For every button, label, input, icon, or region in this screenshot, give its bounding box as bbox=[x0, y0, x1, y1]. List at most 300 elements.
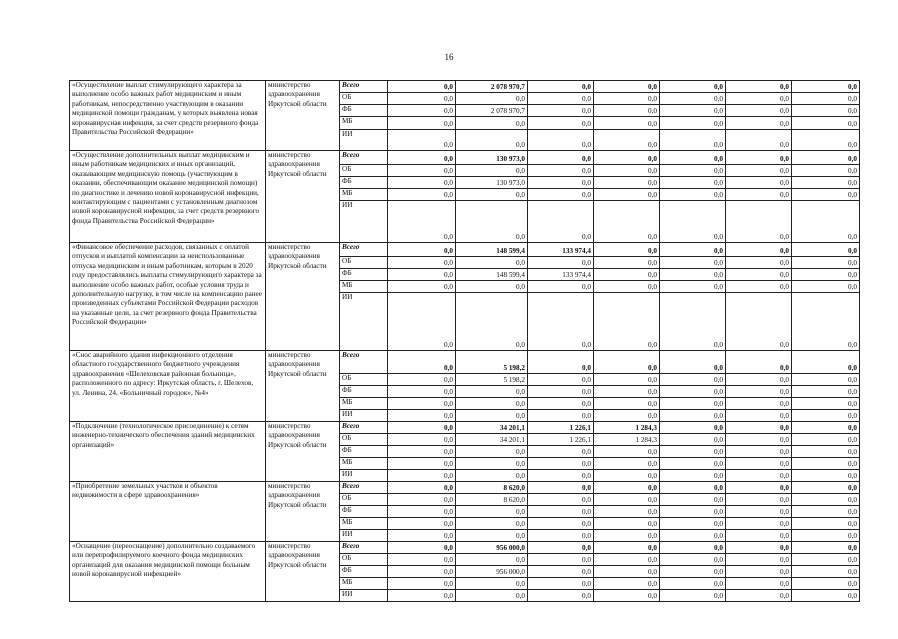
amount-cell: 8 620,0 bbox=[456, 482, 528, 494]
amount-cell: 0,0 bbox=[528, 257, 594, 269]
amount-cell: 0,0 bbox=[726, 458, 792, 470]
amount-cell: 0,0 bbox=[528, 566, 594, 578]
amount-cell: 0,0 bbox=[660, 151, 726, 165]
funding-source: Всего bbox=[340, 243, 388, 257]
amount-cell: 0,0 bbox=[388, 177, 456, 189]
amount-cell: 0,0 bbox=[388, 386, 456, 398]
amount-cell: 0,0 bbox=[456, 506, 528, 518]
amount-cell: 0,0 bbox=[792, 293, 860, 351]
amount-cell: 0,0 bbox=[594, 458, 660, 470]
amount-cell: 0,0 bbox=[726, 130, 792, 151]
funding-source: ИИ bbox=[340, 530, 388, 542]
funding-source: ИИ bbox=[340, 590, 388, 602]
amount-cell: 0,0 bbox=[726, 201, 792, 243]
amount-cell: 0,0 bbox=[388, 105, 456, 117]
amount-cell: 0,0 bbox=[792, 458, 860, 470]
amount-cell: 0,0 bbox=[792, 281, 860, 293]
amount-cell: 0,0 bbox=[594, 351, 660, 374]
amount-cell: 0,0 bbox=[388, 130, 456, 151]
amount-cell: 0,0 bbox=[456, 117, 528, 130]
funding-source: МБ bbox=[340, 189, 388, 201]
amount-cell: 0,0 bbox=[388, 269, 456, 281]
amount-cell: 0,0 bbox=[792, 130, 860, 151]
amount-cell: 0,0 bbox=[456, 398, 528, 410]
amount-cell: 0,0 bbox=[456, 518, 528, 530]
funding-source: ИИ bbox=[340, 201, 388, 243]
amount-cell: 0,0 bbox=[726, 542, 792, 554]
amount-cell: 0,0 bbox=[792, 398, 860, 410]
amount-cell: 148 599,4 bbox=[456, 269, 528, 281]
amount-cell: 0,0 bbox=[594, 105, 660, 117]
amount-cell: 0,0 bbox=[456, 458, 528, 470]
amount-cell: 0,0 bbox=[726, 177, 792, 189]
amount-cell: 0,0 bbox=[660, 422, 726, 434]
amount-cell: 0,0 bbox=[726, 386, 792, 398]
table-row bbox=[70, 151, 860, 165]
amount-cell: 0,0 bbox=[388, 542, 456, 554]
amount-cell: 0,0 bbox=[456, 257, 528, 269]
amount-cell: 0,0 bbox=[528, 518, 594, 530]
responsible-executor: министерство здравоохранения Иркутской области bbox=[266, 151, 340, 243]
table-row bbox=[70, 422, 860, 434]
amount-cell: 0,0 bbox=[456, 165, 528, 177]
amount-cell: 0,0 bbox=[726, 257, 792, 269]
amount-cell: 0,0 bbox=[792, 494, 860, 506]
funding-source: Всего bbox=[340, 351, 388, 374]
funding-source: ФБ bbox=[340, 269, 388, 281]
budget-table bbox=[69, 80, 860, 602]
responsible-executor: министерство здравоохранения Иркутской области bbox=[266, 542, 340, 602]
amount-cell: 0,0 bbox=[660, 293, 726, 351]
table-row bbox=[70, 542, 860, 554]
amount-cell: 0,0 bbox=[660, 257, 726, 269]
amount-cell: 0,0 bbox=[726, 410, 792, 422]
amount-cell: 0,0 bbox=[660, 105, 726, 117]
funding-source: Всего bbox=[340, 151, 388, 165]
amount-cell: 956 000,0 bbox=[456, 542, 528, 554]
amount-cell: 0,0 bbox=[594, 398, 660, 410]
amount-cell: 0,0 bbox=[528, 351, 594, 374]
amount-cell: 0,0 bbox=[792, 189, 860, 201]
amount-cell: 2 078 970,7 bbox=[456, 81, 528, 93]
amount-cell: 0,0 bbox=[792, 257, 860, 269]
event-description: «Снос аварийного здания инфекционного отделения областного государственного бюджетного учреждения здравоохранения «Шелеховская районная больница», расположенного по адресу: Иркутская область, г. Шелехов, ул. Ленина, 24, «Больничный городок», №4» bbox=[70, 351, 266, 422]
amount-cell: 0,0 bbox=[792, 422, 860, 434]
amount-cell: 0,0 bbox=[388, 566, 456, 578]
amount-cell: 0,0 bbox=[528, 151, 594, 165]
amount-cell: 0,0 bbox=[660, 93, 726, 105]
amount-cell: 1 226,1 bbox=[528, 422, 594, 434]
amount-cell: 0,0 bbox=[594, 117, 660, 130]
amount-cell: 0,0 bbox=[660, 269, 726, 281]
funding-source: ФБ bbox=[340, 105, 388, 117]
amount-cell: 0,0 bbox=[388, 257, 456, 269]
amount-cell: 0,0 bbox=[792, 554, 860, 566]
amount-cell: 0,0 bbox=[528, 374, 594, 386]
amount-cell: 0,0 bbox=[726, 105, 792, 117]
table-row bbox=[70, 243, 860, 257]
amount-cell: 133 974,4 bbox=[528, 269, 594, 281]
amount-cell: 0,0 bbox=[726, 518, 792, 530]
amount-cell: 0,0 bbox=[528, 93, 594, 105]
amount-cell: 130 973,0 bbox=[456, 151, 528, 165]
amount-cell: 0,0 bbox=[726, 269, 792, 281]
funding-source: ИИ bbox=[340, 293, 388, 351]
funding-source: МБ bbox=[340, 117, 388, 130]
amount-cell: 0,0 bbox=[528, 590, 594, 602]
amount-cell: 0,0 bbox=[792, 165, 860, 177]
amount-cell: 0,0 bbox=[528, 293, 594, 351]
amount-cell: 0,0 bbox=[594, 281, 660, 293]
amount-cell: 0,0 bbox=[792, 105, 860, 117]
amount-cell: 0,0 bbox=[660, 81, 726, 93]
amount-cell: 0,0 bbox=[388, 434, 456, 446]
funding-source: ФБ bbox=[340, 386, 388, 398]
amount-cell: 0,0 bbox=[594, 243, 660, 257]
amount-cell: 0,0 bbox=[388, 293, 456, 351]
amount-cell: 0,0 bbox=[388, 189, 456, 201]
amount-cell: 0,0 bbox=[388, 470, 456, 482]
amount-cell: 0,0 bbox=[594, 93, 660, 105]
amount-cell: 0,0 bbox=[528, 177, 594, 189]
amount-cell: 0,0 bbox=[726, 554, 792, 566]
amount-cell: 0,0 bbox=[792, 410, 860, 422]
amount-cell: 0,0 bbox=[660, 566, 726, 578]
funding-source: МБ bbox=[340, 578, 388, 590]
amount-cell: 0,0 bbox=[660, 117, 726, 130]
amount-cell: 0,0 bbox=[792, 590, 860, 602]
amount-cell: 0,0 bbox=[456, 446, 528, 458]
funding-source: ФБ bbox=[340, 506, 388, 518]
amount-cell: 0,0 bbox=[660, 590, 726, 602]
funding-source: ИИ bbox=[340, 410, 388, 422]
amount-cell: 0,0 bbox=[528, 165, 594, 177]
amount-cell: 0,0 bbox=[660, 386, 726, 398]
amount-cell: 0,0 bbox=[660, 482, 726, 494]
funding-source: МБ bbox=[340, 398, 388, 410]
funding-source: ФБ bbox=[340, 446, 388, 458]
amount-cell: 0,0 bbox=[528, 482, 594, 494]
funding-source: ОБ bbox=[340, 434, 388, 446]
amount-cell: 0,0 bbox=[456, 578, 528, 590]
amount-cell: 0,0 bbox=[594, 590, 660, 602]
amount-cell: 0,0 bbox=[660, 374, 726, 386]
amount-cell: 0,0 bbox=[388, 117, 456, 130]
amount-cell: 0,0 bbox=[726, 506, 792, 518]
amount-cell: 0,0 bbox=[388, 554, 456, 566]
amount-cell: 0,0 bbox=[660, 578, 726, 590]
amount-cell: 1 284,3 bbox=[594, 422, 660, 434]
amount-cell: 148 599,4 bbox=[456, 243, 528, 257]
amount-cell: 0,0 bbox=[660, 410, 726, 422]
amount-cell: 0,0 bbox=[456, 530, 528, 542]
amount-cell: 0,0 bbox=[456, 201, 528, 243]
amount-cell: 0,0 bbox=[660, 243, 726, 257]
amount-cell: 0,0 bbox=[660, 177, 726, 189]
amount-cell: 0,0 bbox=[792, 351, 860, 374]
amount-cell: 0,0 bbox=[388, 482, 456, 494]
funding-source: ФБ bbox=[340, 177, 388, 189]
amount-cell: 0,0 bbox=[726, 374, 792, 386]
amount-cell: 0,0 bbox=[792, 578, 860, 590]
amount-cell: 0,0 bbox=[456, 470, 528, 482]
amount-cell: 0,0 bbox=[388, 422, 456, 434]
amount-cell: 0,0 bbox=[594, 566, 660, 578]
amount-cell: 0,0 bbox=[594, 165, 660, 177]
amount-cell: 0,0 bbox=[528, 554, 594, 566]
amount-cell: 0,0 bbox=[388, 243, 456, 257]
amount-cell: 0,0 bbox=[388, 281, 456, 293]
amount-cell: 34 201,1 bbox=[456, 434, 528, 446]
amount-cell: 130 973,0 bbox=[456, 177, 528, 189]
event-description: «Финансовое обеспечение расходов, связанных с оплатой отпусков и выплатой компенсации за неиспользованные отпуска медицинским и иным работникам, которым в 2020 году предоставлялись выплаты стимулирующего характера за выполнение особо важных работ, особые условия труда и дополнительную нагрузку, в том числе на компенсацию ранее произведенных субъектами Российской Федерации расходов на указанные цели, за счет резервного фонда Правительства Российской Федерации» bbox=[70, 243, 266, 351]
amount-cell: 0,0 bbox=[528, 386, 594, 398]
event-description: «Осуществление дополнительных выплат медицинским и иным работникам медицинских и иных организаций, оказывающим медицинскую помощь (участвующим в оказании, обеспечивающим оказание медицинской помощи) по диагностике и лечению новой коронавирусной инфекции, контактирующим с пациентами с установленным диагнозом новой коронавирусной инфекции, за счет средств резервного фонда Правительства Российской Федерации» bbox=[70, 151, 266, 243]
amount-cell: 0,0 bbox=[528, 281, 594, 293]
amount-cell: 0,0 bbox=[388, 374, 456, 386]
event-description: «Подключение (технологическое присоединение) к сетям инженерно-технического обеспечения зданий медицинских организаций» bbox=[70, 422, 266, 482]
amount-cell: 0,0 bbox=[660, 554, 726, 566]
amount-cell: 0,0 bbox=[528, 398, 594, 410]
funding-source: Всего bbox=[340, 81, 388, 93]
amount-cell: 0,0 bbox=[388, 93, 456, 105]
amount-cell: 956 000,0 bbox=[456, 566, 528, 578]
amount-cell: 0,0 bbox=[388, 165, 456, 177]
amount-cell: 0,0 bbox=[594, 446, 660, 458]
funding-source: ОБ bbox=[340, 93, 388, 105]
amount-cell: 1 284,3 bbox=[594, 434, 660, 446]
amount-cell: 0,0 bbox=[726, 422, 792, 434]
amount-cell: 8 620,0 bbox=[456, 494, 528, 506]
amount-cell: 0,0 bbox=[792, 93, 860, 105]
amount-cell: 0,0 bbox=[456, 554, 528, 566]
amount-cell: 0,0 bbox=[594, 482, 660, 494]
amount-cell: 0,0 bbox=[792, 518, 860, 530]
amount-cell: 0,0 bbox=[528, 117, 594, 130]
event-description: «Приобретение земельных участков и объектов недвижимости в сфере здравоохранения» bbox=[70, 482, 266, 542]
amount-cell: 0,0 bbox=[388, 506, 456, 518]
funding-source: Всего bbox=[340, 542, 388, 554]
amount-cell: 0,0 bbox=[660, 398, 726, 410]
amount-cell: 0,0 bbox=[660, 506, 726, 518]
amount-cell: 0,0 bbox=[660, 201, 726, 243]
amount-cell: 0,0 bbox=[528, 506, 594, 518]
amount-cell: 0,0 bbox=[726, 293, 792, 351]
amount-cell: 0,0 bbox=[594, 494, 660, 506]
amount-cell: 0,0 bbox=[594, 578, 660, 590]
amount-cell: 0,0 bbox=[528, 458, 594, 470]
amount-cell: 0,0 bbox=[726, 482, 792, 494]
amount-cell: 0,0 bbox=[660, 434, 726, 446]
amount-cell: 0,0 bbox=[456, 386, 528, 398]
funding-source: МБ bbox=[340, 281, 388, 293]
funding-source: ИИ bbox=[340, 470, 388, 482]
amount-cell: 0,0 bbox=[594, 177, 660, 189]
amount-cell: 0,0 bbox=[660, 130, 726, 151]
amount-cell: 0,0 bbox=[792, 542, 860, 554]
amount-cell: 0,0 bbox=[792, 117, 860, 130]
amount-cell: 0,0 bbox=[660, 165, 726, 177]
event-description: «Оснащение (переоснащение) дополнительно создаваемого или перепрофилируемого коечного фонда медицинских организаций для оказания медицинской помощи больным новой коронавирусной инфекцией» bbox=[70, 542, 266, 602]
amount-cell: 0,0 bbox=[456, 281, 528, 293]
amount-cell: 0,0 bbox=[388, 81, 456, 93]
amount-cell: 0,0 bbox=[792, 269, 860, 281]
amount-cell: 0,0 bbox=[528, 105, 594, 117]
funding-source: ФБ bbox=[340, 566, 388, 578]
responsible-executor: министерство здравоохранения Иркутской области bbox=[266, 482, 340, 542]
amount-cell: 0,0 bbox=[388, 578, 456, 590]
amount-cell: 0,0 bbox=[792, 201, 860, 243]
amount-cell: 0,0 bbox=[594, 81, 660, 93]
funding-source: ОБ bbox=[340, 494, 388, 506]
amount-cell: 0,0 bbox=[528, 189, 594, 201]
amount-cell: 0,0 bbox=[792, 446, 860, 458]
amount-cell: 0,0 bbox=[388, 446, 456, 458]
amount-cell: 0,0 bbox=[388, 410, 456, 422]
page-number: 16 bbox=[444, 52, 454, 62]
amount-cell: 0,0 bbox=[792, 243, 860, 257]
amount-cell: 0,0 bbox=[594, 410, 660, 422]
amount-cell: 5 198,2 bbox=[456, 351, 528, 374]
amount-cell: 0,0 bbox=[726, 93, 792, 105]
amount-cell: 0,0 bbox=[726, 281, 792, 293]
amount-cell: 2 078 970,7 bbox=[456, 105, 528, 117]
table-row bbox=[70, 81, 860, 93]
responsible-executor: министерство здравоохранения Иркутской области bbox=[266, 243, 340, 351]
funding-source: ОБ bbox=[340, 374, 388, 386]
amount-cell: 0,0 bbox=[726, 530, 792, 542]
amount-cell: 0,0 bbox=[456, 93, 528, 105]
amount-cell: 0,0 bbox=[726, 151, 792, 165]
amount-cell: 0,0 bbox=[726, 578, 792, 590]
amount-cell: 0,0 bbox=[792, 506, 860, 518]
amount-cell: 0,0 bbox=[726, 81, 792, 93]
funding-source: Всего bbox=[340, 482, 388, 494]
amount-cell: 0,0 bbox=[388, 518, 456, 530]
amount-cell: 0,0 bbox=[388, 351, 456, 374]
amount-cell: 0,0 bbox=[660, 542, 726, 554]
funding-source: МБ bbox=[340, 518, 388, 530]
amount-cell: 0,0 bbox=[594, 386, 660, 398]
amount-cell: 0,0 bbox=[388, 494, 456, 506]
amount-cell: 0,0 bbox=[388, 398, 456, 410]
amount-cell: 0,0 bbox=[528, 470, 594, 482]
amount-cell: 0,0 bbox=[726, 165, 792, 177]
funding-source: ИИ bbox=[340, 130, 388, 151]
amount-cell: 0,0 bbox=[388, 151, 456, 165]
amount-cell: 0,0 bbox=[792, 81, 860, 93]
amount-cell: 0,0 bbox=[528, 446, 594, 458]
amount-cell: 0,0 bbox=[726, 243, 792, 257]
amount-cell: 0,0 bbox=[594, 518, 660, 530]
amount-cell: 0,0 bbox=[388, 201, 456, 243]
amount-cell: 0,0 bbox=[792, 434, 860, 446]
amount-cell: 0,0 bbox=[528, 410, 594, 422]
amount-cell: 0,0 bbox=[660, 281, 726, 293]
amount-cell: 0,0 bbox=[792, 566, 860, 578]
amount-cell: 0,0 bbox=[528, 530, 594, 542]
responsible-executor: министерство здравоохранения Иркутской области bbox=[266, 351, 340, 422]
amount-cell: 0,0 bbox=[528, 542, 594, 554]
amount-cell: 0,0 bbox=[528, 201, 594, 243]
event-description: «Осуществление выплат стимулирующего характера за выполнение особо важных работ медицинским и иным работникам, непосредственно участвующим в оказании медицинской помощи гражданам, у которых выявлена новая коронавирусная инфекция, за счет средств резервного фонда Правительства Российской Федерации» bbox=[70, 81, 266, 151]
amount-cell: 0,0 bbox=[792, 151, 860, 165]
table-row bbox=[70, 482, 860, 494]
amount-cell: 0,0 bbox=[388, 590, 456, 602]
amount-cell: 133 974,4 bbox=[528, 243, 594, 257]
amount-cell: 0,0 bbox=[456, 130, 528, 151]
amount-cell: 0,0 bbox=[660, 530, 726, 542]
amount-cell: 0,0 bbox=[388, 458, 456, 470]
amount-cell: 0,0 bbox=[594, 130, 660, 151]
amount-cell: 0,0 bbox=[594, 542, 660, 554]
amount-cell: 0,0 bbox=[726, 434, 792, 446]
amount-cell: 0,0 bbox=[594, 257, 660, 269]
amount-cell: 0,0 bbox=[594, 293, 660, 351]
amount-cell: 0,0 bbox=[528, 81, 594, 93]
amount-cell: 0,0 bbox=[726, 494, 792, 506]
amount-cell: 0,0 bbox=[726, 566, 792, 578]
funding-source: ОБ bbox=[340, 257, 388, 269]
amount-cell: 0,0 bbox=[792, 530, 860, 542]
amount-cell: 0,0 bbox=[726, 590, 792, 602]
amount-cell: 0,0 bbox=[528, 494, 594, 506]
funding-source: МБ bbox=[340, 458, 388, 470]
amount-cell: 0,0 bbox=[456, 590, 528, 602]
amount-cell: 0,0 bbox=[528, 130, 594, 151]
amount-cell: 0,0 bbox=[726, 351, 792, 374]
amount-cell: 0,0 bbox=[528, 578, 594, 590]
amount-cell: 0,0 bbox=[594, 201, 660, 243]
amount-cell: 0,0 bbox=[726, 189, 792, 201]
amount-cell: 0,0 bbox=[594, 189, 660, 201]
amount-cell: 0,0 bbox=[594, 470, 660, 482]
amount-cell: 0,0 bbox=[792, 374, 860, 386]
amount-cell: 0,0 bbox=[388, 530, 456, 542]
amount-cell: 0,0 bbox=[456, 293, 528, 351]
amount-cell: 1 226,1 bbox=[528, 434, 594, 446]
amount-cell: 0,0 bbox=[660, 189, 726, 201]
amount-cell: 0,0 bbox=[660, 470, 726, 482]
amount-cell: 0,0 bbox=[456, 410, 528, 422]
amount-cell: 0,0 bbox=[594, 554, 660, 566]
amount-cell: 0,0 bbox=[594, 269, 660, 281]
amount-cell: 0,0 bbox=[660, 518, 726, 530]
amount-cell: 0,0 bbox=[726, 470, 792, 482]
funding-source: ОБ bbox=[340, 554, 388, 566]
amount-cell: 0,0 bbox=[726, 117, 792, 130]
amount-cell: 0,0 bbox=[594, 530, 660, 542]
amount-cell: 0,0 bbox=[660, 351, 726, 374]
amount-cell: 0,0 bbox=[792, 386, 860, 398]
table-row bbox=[70, 351, 860, 374]
amount-cell: 0,0 bbox=[660, 458, 726, 470]
amount-cell: 0,0 bbox=[594, 151, 660, 165]
amount-cell: 0,0 bbox=[660, 446, 726, 458]
funding-source: Всего bbox=[340, 422, 388, 434]
amount-cell: 0,0 bbox=[660, 494, 726, 506]
amount-cell: 0,0 bbox=[594, 374, 660, 386]
amount-cell: 0,0 bbox=[792, 177, 860, 189]
amount-cell: 0,0 bbox=[726, 446, 792, 458]
amount-cell: 0,0 bbox=[456, 189, 528, 201]
amount-cell: 0,0 bbox=[792, 482, 860, 494]
amount-cell: 34 201,1 bbox=[456, 422, 528, 434]
funding-source: ОБ bbox=[340, 165, 388, 177]
amount-cell: 5 198,2 bbox=[456, 374, 528, 386]
amount-cell: 0,0 bbox=[594, 506, 660, 518]
amount-cell: 0,0 bbox=[726, 398, 792, 410]
